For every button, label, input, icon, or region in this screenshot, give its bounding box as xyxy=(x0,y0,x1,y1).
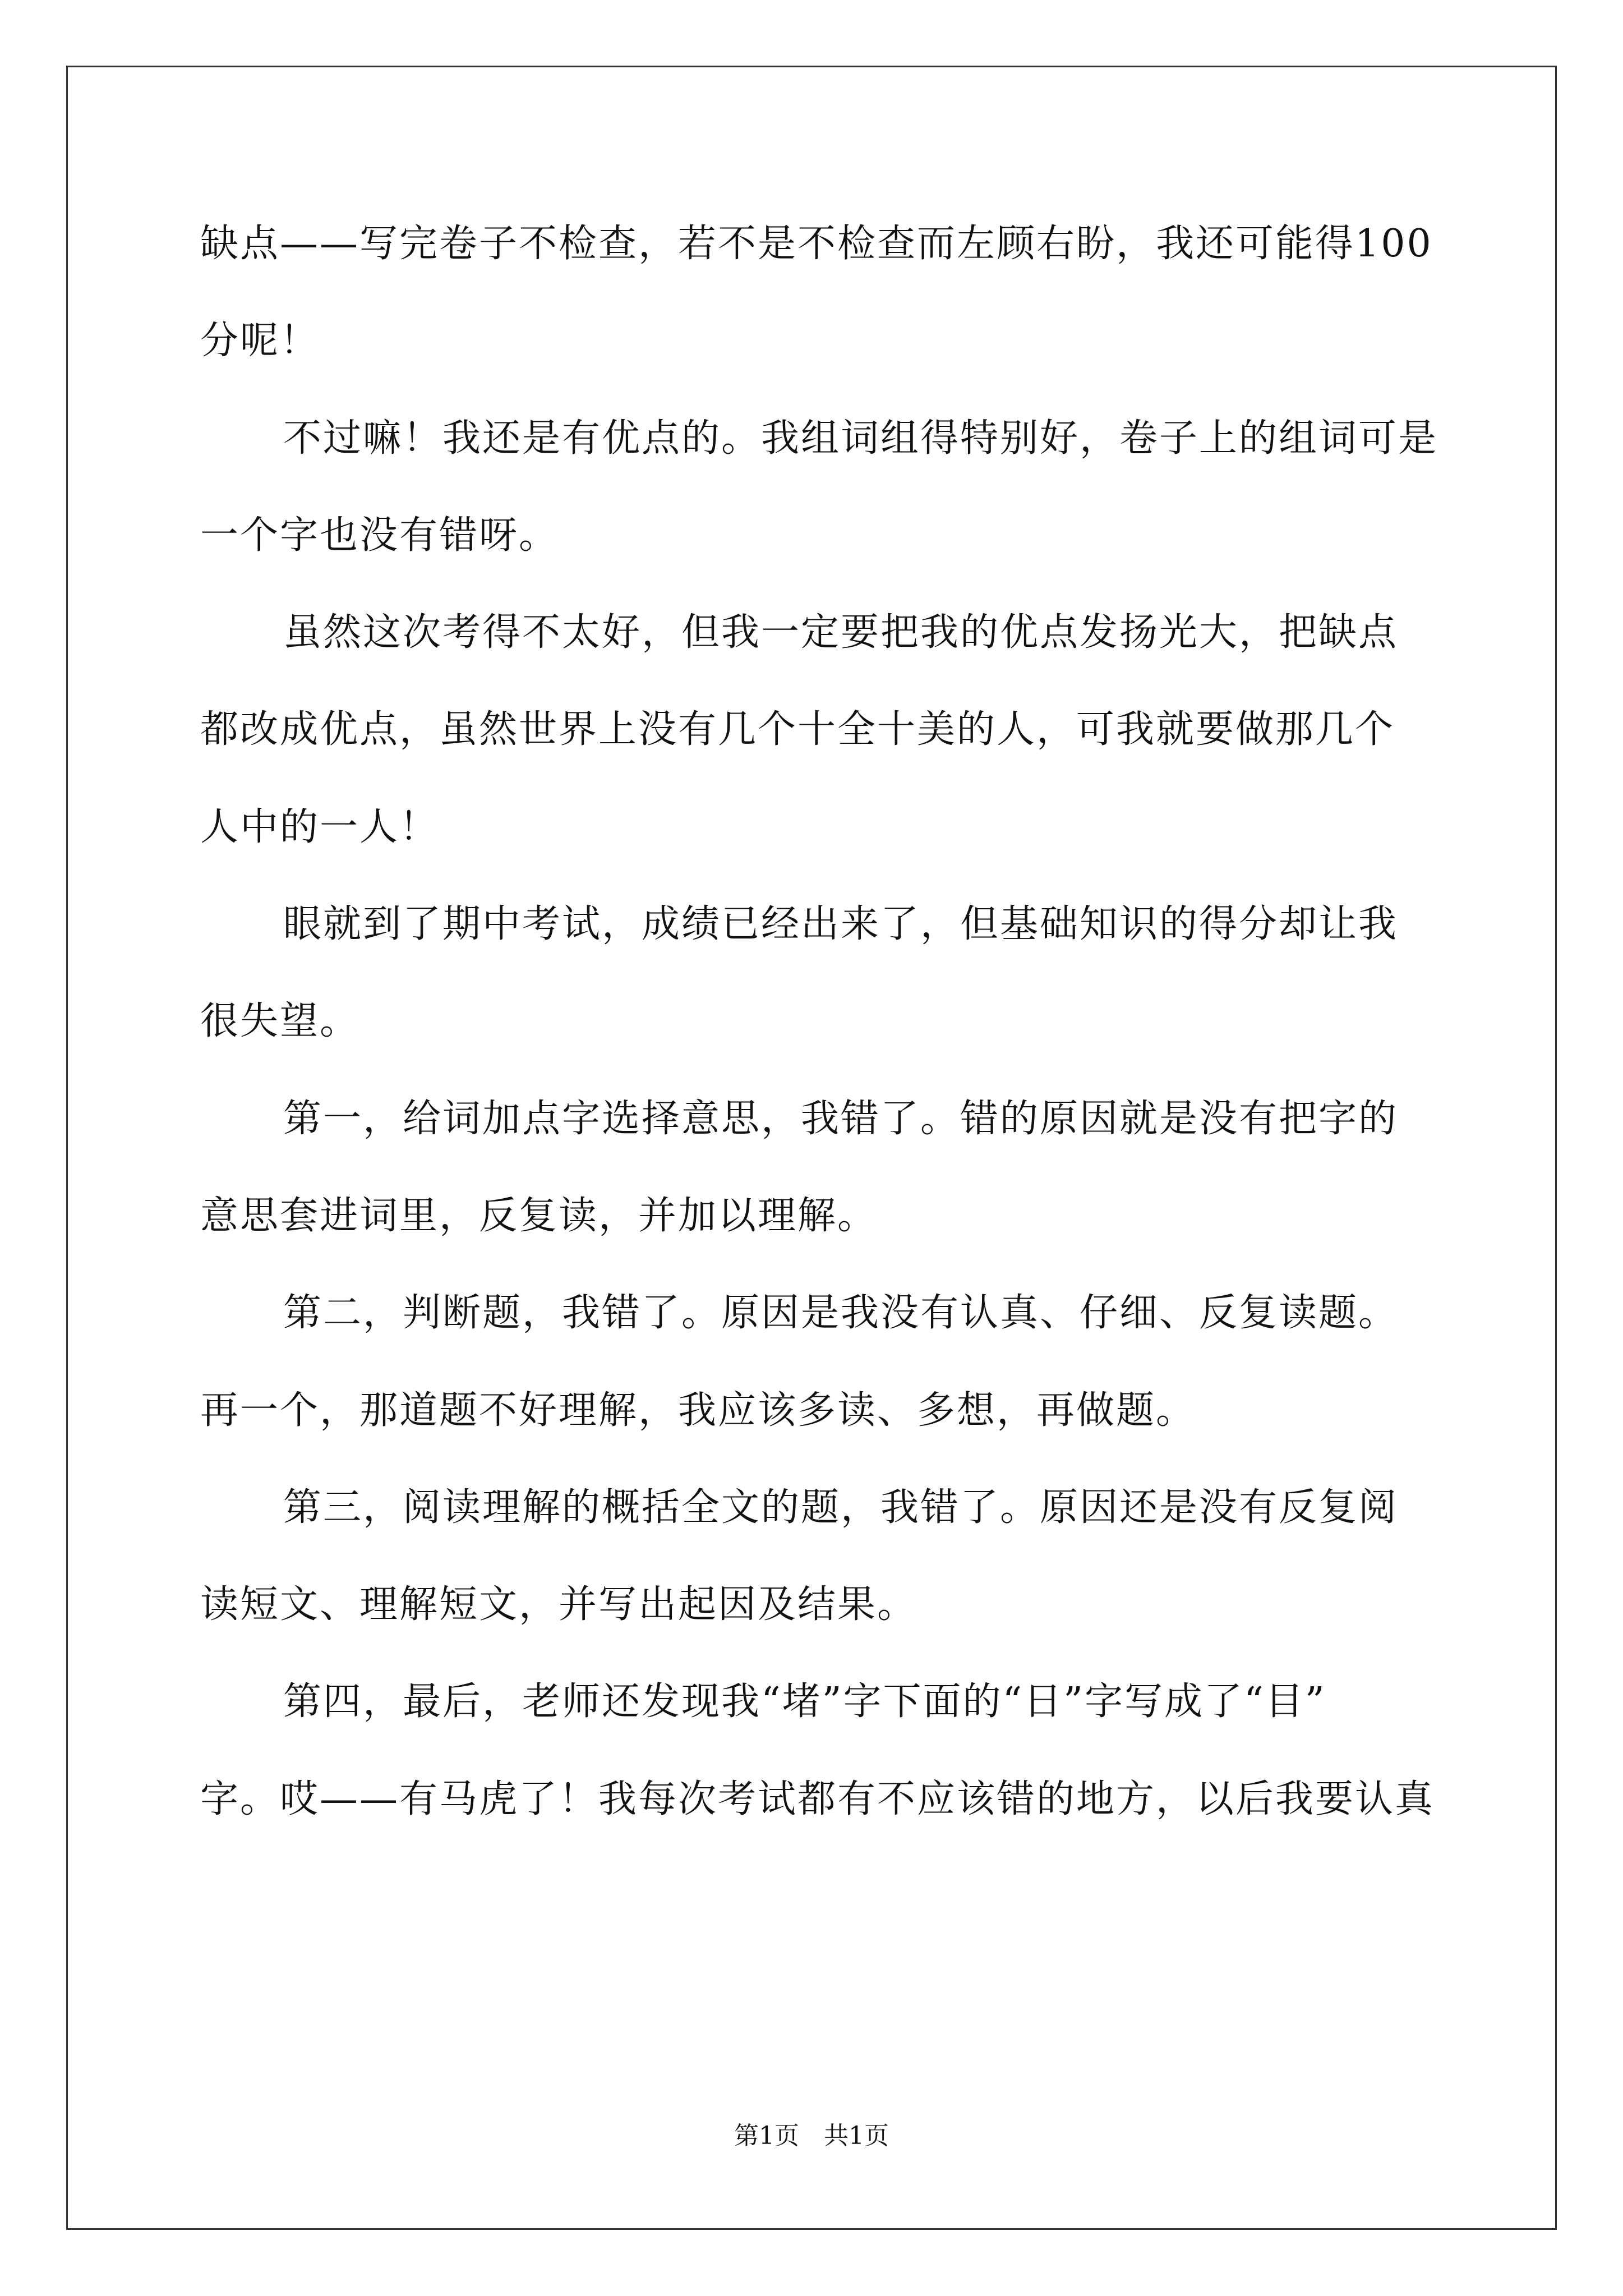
text-line-17: 字。哎——有马虎了！我每次考试都有不应该错的地方，以后我要认真 xyxy=(200,1777,1435,1821)
text-line-3: 不过嘛！我还是有优点的。我组词组得特别好，卷子上的组词可是 xyxy=(283,416,1438,461)
text-line-12: 第二，判断题，我错了。原因是我没有认真、仔细、反复读题。 xyxy=(283,1291,1399,1336)
text-line-4: 一个字也没有错呀。 xyxy=(200,513,559,558)
text-line-7: 人中的一人！ xyxy=(200,804,440,849)
text-line-10: 第一，给词加点字选择意思，我错了。错的原因就是没有把字的 xyxy=(283,1096,1399,1141)
page-number-footer: 第1页 共1页 xyxy=(734,2122,889,2150)
text-line-5: 虽然这次考得不太好，但我一定要把我的优点发扬光大，把缺点 xyxy=(283,610,1399,655)
text-line-16: 第四，最后，老师还发现我“堵”字下面的“日”字写成了“目” xyxy=(283,1680,1326,1724)
text-line-11: 意思套进词里，反复读，并加以理解。 xyxy=(200,1193,878,1238)
text-line-15: 读短文、理解短文，并写出起因及结果。 xyxy=(200,1582,917,1627)
text-line-14: 第三，阅读理解的概括全文的题，我错了。原因还是没有反复阅 xyxy=(283,1485,1399,1530)
text-line-8: 眼就到了期中考试，成绩已经出来了，但基础知识的得分却让我 xyxy=(283,902,1399,947)
text-line-13: 再一个，那道题不好理解，我应该多读、多想，再做题。 xyxy=(200,1388,1196,1433)
text-line-9: 很失望。 xyxy=(200,999,360,1044)
text-line-1: 缺点——写完卷子不检查，若不是不检查而左顾右盼，我还可能得100 xyxy=(200,222,1433,266)
document-body xyxy=(200,195,1438,1848)
text-line-6: 都改成优点，虽然世界上没有几个十全十美的人，可我就要做那几个 xyxy=(200,707,1395,752)
text-line-2: 分呢！ xyxy=(200,319,320,364)
